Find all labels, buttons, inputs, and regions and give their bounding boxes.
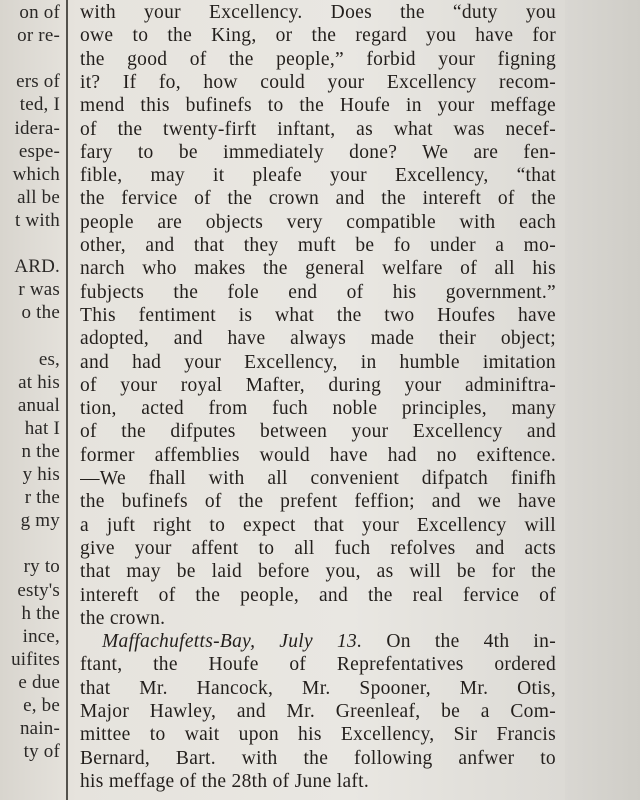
- text-line: owe to the King, or the regard you have for: [80, 25, 556, 47]
- left-column-line: h the: [21, 602, 60, 624]
- left-column-line: o the: [21, 302, 60, 324]
- text-line: it? If fo, how could your Excellency recom-: [80, 71, 556, 93]
- left-column-line: g my: [20, 510, 60, 532]
- left-column-line: es,: [38, 348, 60, 370]
- left-column-line: at his: [18, 371, 60, 393]
- text-line: of the difputes between your Excellency and: [80, 421, 556, 443]
- text-line: a juft right to expect that your Excellency will: [80, 514, 556, 536]
- text-line: the good of the people,” forbid your figning: [80, 48, 556, 70]
- text-line: former affemblies would have had no exiftence.: [80, 444, 556, 466]
- left-column-line: on of: [19, 2, 60, 23]
- text-line: and had your Excellency, in humble imitation: [80, 351, 556, 373]
- text-line: that Mr. Hancock, Mr. Spooner, Mr. Otis,: [80, 677, 556, 699]
- page-margin: [565, 0, 640, 800]
- text-line: give your affent to all fuch refolves and acts: [80, 537, 556, 559]
- left-column-line: r was: [18, 279, 60, 301]
- text-line: that may be laid before you, as will be for the: [80, 561, 556, 583]
- text-line: This fentiment is what the two Houfes have: [80, 304, 556, 326]
- text-line: fary to be immediately done? We are fen-: [80, 141, 556, 163]
- left-column-line: esty's: [17, 579, 60, 601]
- text-line: other, and that they muft be fo under a mo-: [80, 235, 556, 256]
- text-line: adopted, and have always made their object;: [80, 328, 556, 350]
- text-line: mittee to wait upon his Excellency, Sir Francis: [80, 724, 556, 746]
- text-line: people are objects very compatible with each: [80, 211, 556, 233]
- text-line: tion, acted from fuch noble principles, many: [80, 398, 556, 420]
- left-column-line: e due: [18, 671, 60, 693]
- left-column: [0, 0, 64, 800]
- text-line: of your royal Mafter, during your adminiftra-: [80, 374, 556, 396]
- left-column-line: ers of: [16, 71, 60, 93]
- left-column-line: or re-: [17, 25, 60, 47]
- text-line: the fervice of the crown and the intereft of the: [80, 188, 556, 210]
- main-column: [80, 0, 560, 800]
- left-column-line: ty of: [23, 741, 60, 763]
- left-column-line: ry to: [23, 556, 60, 578]
- left-column-line: ARD.: [14, 256, 60, 278]
- text-line: Bernard, Bart. with the following anfwer to: [80, 747, 556, 769]
- text-line: narch who makes the general welfare of all his: [80, 258, 556, 280]
- text-line: with your Excellency. Does the “duty you: [80, 2, 556, 23]
- text-line: Major Hawley, and Mr. Greenleaf, be a Com-: [80, 701, 556, 722]
- left-column-line: nain-: [19, 718, 60, 740]
- left-column-line: y his: [22, 464, 60, 485]
- left-column-line: idera-: [14, 117, 60, 139]
- left-column-line: e, be: [23, 695, 60, 716]
- text-line: the bufinefs of the prefent feffion; and we have: [80, 491, 556, 513]
- dateline-text: On the 4th in-: [386, 631, 556, 653]
- text-line: fubjects the fole end of his government.”: [80, 281, 556, 303]
- left-column-line: r the: [24, 487, 60, 509]
- left-column-line: n the: [21, 440, 60, 462]
- text-line: ftant, the Houfe of Reprefentatives ordered: [80, 654, 556, 676]
- dateline-place: Maffachufetts-Bay,: [102, 631, 256, 653]
- dateline-date: July 13.: [279, 631, 363, 653]
- text-line: intereft of the people, and the real fervice of: [80, 584, 556, 606]
- dateline: [80, 631, 556, 653]
- left-column-line: uifites: [11, 648, 60, 670]
- text-line: of the twenty-firft inftant, as what was necef-: [80, 118, 556, 140]
- left-column-line: hat I: [24, 417, 60, 439]
- text-line: fible, may it pleafe your Excellency, “that: [80, 165, 556, 187]
- left-column-line: which: [12, 163, 60, 185]
- left-column-line: all be: [17, 186, 60, 208]
- text-line: —We fhall with all convenient difpatch finifh: [80, 468, 556, 489]
- left-column-line: espe-: [18, 140, 60, 162]
- left-column-line: t with: [14, 209, 60, 231]
- left-column-line: ince,: [22, 625, 60, 647]
- text-line: his meffage of the 28th of June laft.: [80, 770, 370, 792]
- left-column-line: anual: [17, 394, 60, 416]
- column-rule: [66, 0, 68, 800]
- left-column-line: ted, I: [19, 94, 60, 116]
- text-line: the crown.: [80, 607, 166, 629]
- text-line: mend this bufinefs to the Houfe in your meffage: [80, 95, 556, 117]
